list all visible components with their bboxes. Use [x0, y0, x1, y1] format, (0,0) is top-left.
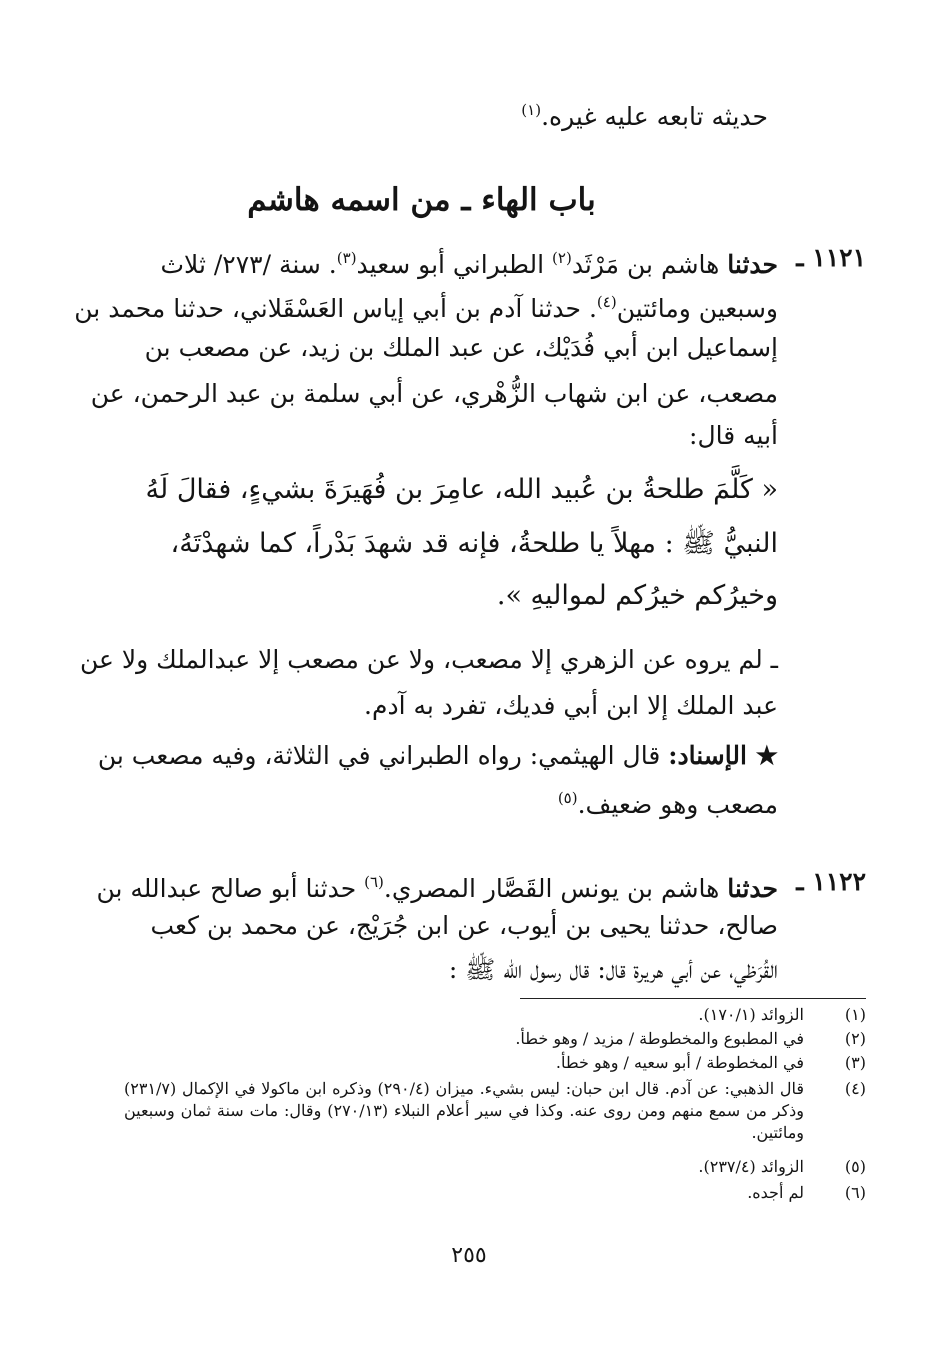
hadith-text: حدثنا أبو صالح عبدالله بن — [96, 874, 365, 903]
hadith-lead-word: حدثنا — [727, 874, 778, 903]
footnote-number: (٥) — [844, 1157, 866, 1176]
hadith-text: هاشم بن يونس القَصَّار المصري. — [383, 874, 728, 903]
continuation-line — [521, 90, 768, 137]
hadith-line — [74, 282, 778, 329]
hadith-text: الطبراني أبو سعيد — [356, 250, 553, 279]
hadith-line: أبيه قال: — [689, 421, 778, 450]
footnote-text: الزوائد (١٧٠/١). — [698, 1005, 804, 1024]
footnote-text: في المطبوع والمخطوطة / مزيد / وهو خطأ. — [515, 1029, 804, 1048]
chapter-heading: باب الهاء ـ من اسمه هاشم — [247, 182, 596, 218]
hadith-line: إسماعيل ابن أبي فُدَيْك، عن عبد الملك بن زيد، عن مصعب بن — [144, 333, 778, 362]
footnote-number: (٤) — [844, 1079, 866, 1098]
footnote-ref: (٥) — [557, 789, 578, 807]
footnote-ref: (٣) — [336, 249, 357, 267]
hadith-line — [161, 238, 778, 285]
hadith-line: القُرَظي، عن أبي هريرة قال: قال رسول الله ﷺ : — [448, 955, 778, 984]
hadith-line — [96, 862, 778, 909]
footnote-ref: (١) — [521, 101, 542, 119]
footnote-number: (٢) — [844, 1029, 866, 1048]
footnote-number: (١) — [844, 1005, 866, 1024]
note-line: عبد الملك إلا ابن أبي فديك، تفرد به آدم. — [364, 691, 778, 720]
isnad-line — [558, 778, 778, 825]
footnote-ref: (٤) — [596, 293, 617, 311]
footnote-number: (٣) — [844, 1053, 866, 1072]
continuation-text: حديثه تابعه عليه غيره. — [541, 102, 768, 131]
footnote-text: قال الذهبي: عن آدم. قال ابن حبان: ليس بشيء. ميزان (٢٩٠/٤) وذكره ابن ماكولا في الإكمال (٢٣١/٧) وذكر من سمع منهم ومن روى عنه. وكذا في سير أعلام النبلاء (٢٧٠/١٣) وقال: مات سنة ثمان وسبعين ومائتين. — [124, 1079, 804, 1142]
hadith-line: مصعب، عن ابن شهاب الزُّهْري، عن أبي سلمة بن عبد الرحمن، عن — [90, 379, 778, 408]
hadith-number: ١١٢٢ ـ — [796, 867, 866, 896]
matn-line: وخيرُكم خيرُكم لمواليهِ ». — [496, 580, 778, 611]
note-line: ـ لم يروه عن الزهري إلا مصعب، ولا عن مصعب إلا عبدالملك ولا عن — [80, 645, 778, 674]
isnad-label: ★ الإسناد: — [668, 741, 778, 770]
footnote-text: لم أجده. — [747, 1183, 804, 1202]
isnad-text: مصعب وهو ضعيف. — [577, 790, 778, 819]
footnote-number: (٦) — [844, 1183, 866, 1202]
hadith-text: هاشم بن مَرْثَد — [571, 250, 728, 279]
isnad-line — [98, 736, 778, 776]
footnote-text: الزوائد (٢٣٧/٤). — [698, 1157, 804, 1176]
isnad-text: قال الهيثمي: رواه الطبراني في الثلاثة، وفيه مصعب بن — [97, 741, 669, 770]
hadith-lead-word: حدثنا — [727, 250, 778, 279]
footnote-ref: (٢) — [552, 249, 572, 267]
hadith-number: ١١٢١ ـ — [796, 243, 866, 272]
footnote-ref: (٦) — [364, 873, 384, 891]
hadith-line: صالح، حدثنا يحيى بن أيوب، عن ابن جُرَيْج، عن محمد بن كعب — [150, 911, 778, 940]
hadith-text: وسبعين ومائتين — [616, 294, 778, 323]
matn-line: « كَلَّمَ طلحةُ بن عُبيد الله، عامِرَ بن فُهَيرَةَ بشيءٍ، فقالَ لَهُ — [145, 474, 778, 505]
hadith-text: . سنة /٢٧٣/ ثلاث — [160, 250, 337, 279]
footnote-separator — [520, 998, 866, 999]
matn-line: النبيُّ ﷺ : مهلاً يا طلحةُ، فإنه قد شهدَ بَدْراً، كما شهدْتَهُ، — [170, 528, 778, 559]
footnote-text: في المخطوطة / أبو سعيه / وهو خطأ. — [555, 1053, 804, 1072]
hadith-text: . حدثنا آدم بن أبي إياس العَسْقَلاني، حدثنا محمد بن — [74, 294, 597, 323]
page-number: ٢٥٥ — [451, 1243, 487, 1268]
